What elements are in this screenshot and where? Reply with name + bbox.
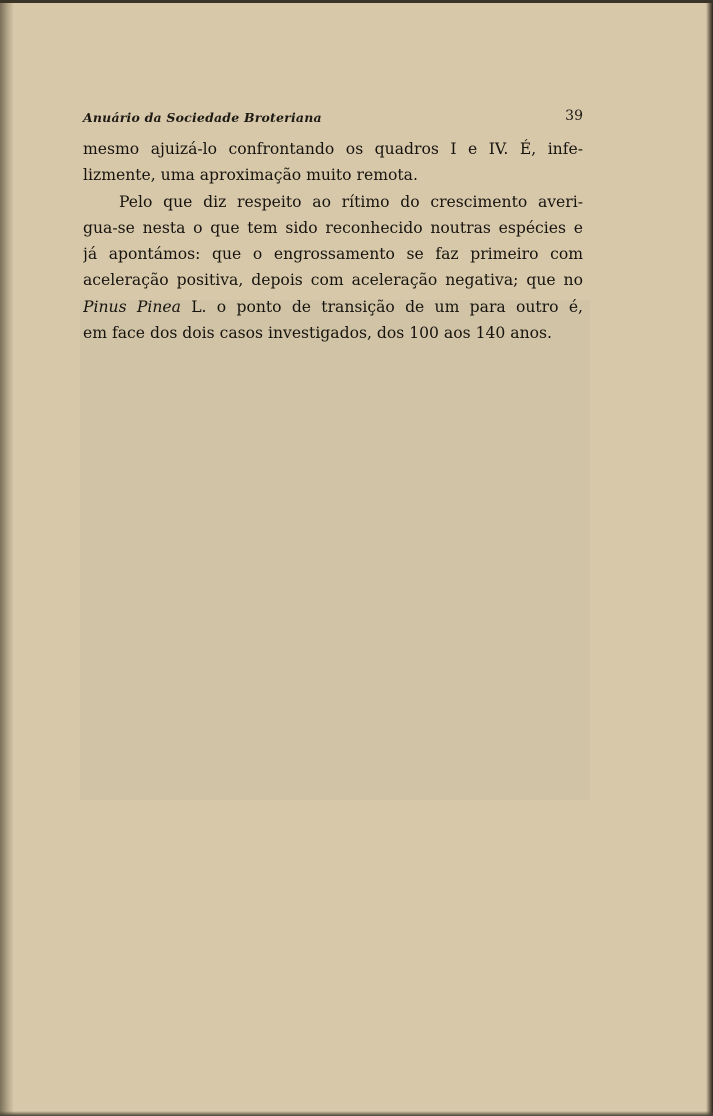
running-title: Anuário da Sociedade Broteriana [83,110,322,125]
species-line-rest: L. o ponto de transição de um para outro é, [180,297,583,316]
page-number: 39 [565,108,583,124]
running-head [83,108,583,128]
page-edge-top [0,0,713,3]
page-edge-right [706,0,713,1116]
text-line: já apontámos: que o engrossamento se faz primeiro com [83,245,583,264]
paragraph-1 [83,136,583,189]
text-line: mesmo ajuizá-lo confrontando os quadros I e IV. É, infe- [83,140,583,158]
paragraph-2 [83,189,583,347]
binding-shadow [0,0,14,1116]
species-name: Pinus Pinea [83,297,181,316]
text-line: gua-se nesta o que tem sido reconhecido noutras espécies e [83,218,583,237]
bleed-through-area [80,297,590,800]
text-line: aceleração positiva, depois com aceleração negativa; que no [83,271,583,290]
text-line-species [83,294,583,320]
text-line: Pelo que diz respeito ao rítimo do crescimento averi- [119,192,583,211]
text-line: lizmente, uma aproximação muito remota. [83,166,418,185]
body-text [83,136,583,346]
text-line: em face dos dois casos investigados, dos 100 aos 140 anos. [83,324,552,343]
page-edge-bottom [0,1111,713,1116]
